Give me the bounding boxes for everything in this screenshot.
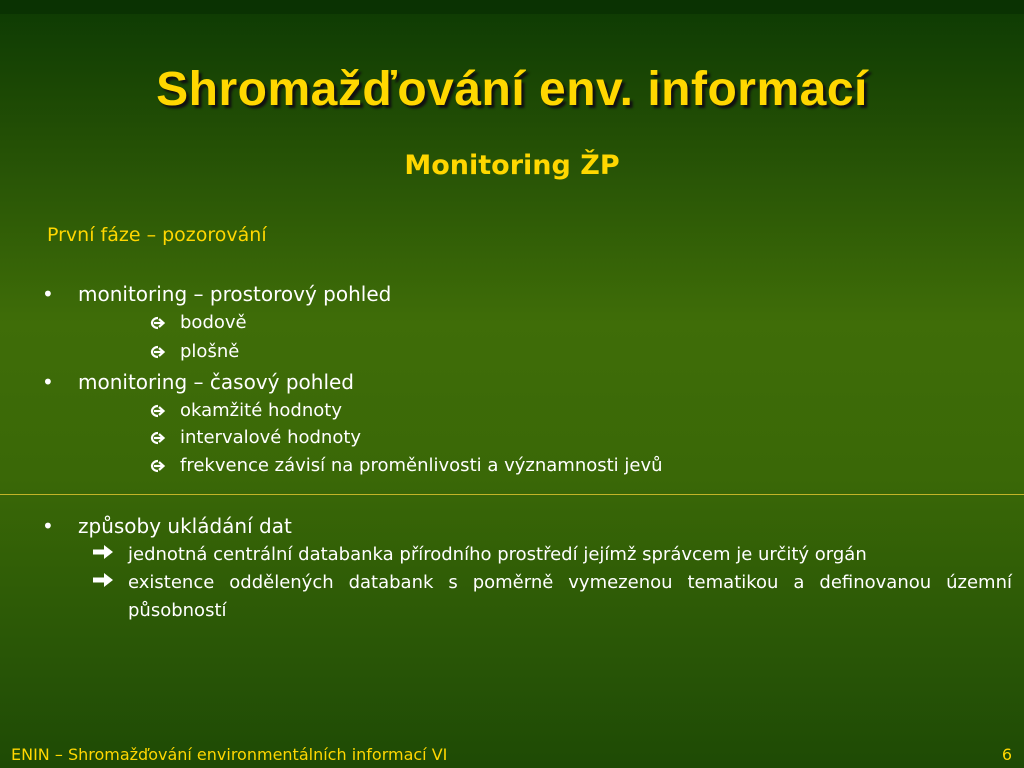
page-number: 6 — [1001, 745, 1012, 764]
bullet-label: monitoring – časový pohled — [78, 370, 354, 394]
bullet-label: monitoring – prostorový pohled — [78, 282, 392, 306]
section-divider — [0, 494, 1024, 495]
list-item-text: intervalové hodnoty — [180, 427, 362, 448]
list-item-text: frekvence závisí na proměnlivosti a významnosti jevů — [180, 455, 663, 476]
list-item-text: existence oddělených databank s poměrně vymezenou tematikou a definovanou územní působností — [128, 572, 1012, 621]
bullet-dot: • — [42, 282, 54, 306]
list-item-text: okamžité hodnoty — [180, 400, 342, 421]
bold-arrow-right-icon — [92, 571, 114, 589]
list-item — [92, 569, 1012, 627]
bullet-dot: • — [42, 370, 54, 394]
footer-text: ENIN – Shromažďování environmentálních informací VI — [11, 745, 448, 764]
bold-arrow-right-icon — [92, 543, 114, 561]
list-item-text: jednotná centrální databanka přírodního prostředí jejímž správcem je určitý orgán — [128, 544, 867, 565]
circle-arrow-right-icon — [146, 457, 166, 475]
slide-title: Shromažďování env. informací — [156, 63, 868, 116]
list-item-text: plošně — [180, 341, 240, 362]
slide-subtitle: Monitoring ŽP — [404, 150, 620, 181]
bullet-dot: • — [42, 514, 54, 538]
bullet-label: způsoby ukládání dat — [78, 514, 292, 538]
top-band — [0, 0, 1024, 14]
circle-arrow-right-icon — [146, 314, 166, 332]
list-item — [92, 541, 1012, 569]
phase-label: První fáze – pozorování — [47, 224, 267, 246]
list-item-text: bodově — [180, 312, 247, 333]
circle-arrow-right-icon — [146, 402, 166, 420]
circle-arrow-right-icon — [146, 429, 166, 447]
circle-arrow-right-icon — [146, 343, 166, 361]
